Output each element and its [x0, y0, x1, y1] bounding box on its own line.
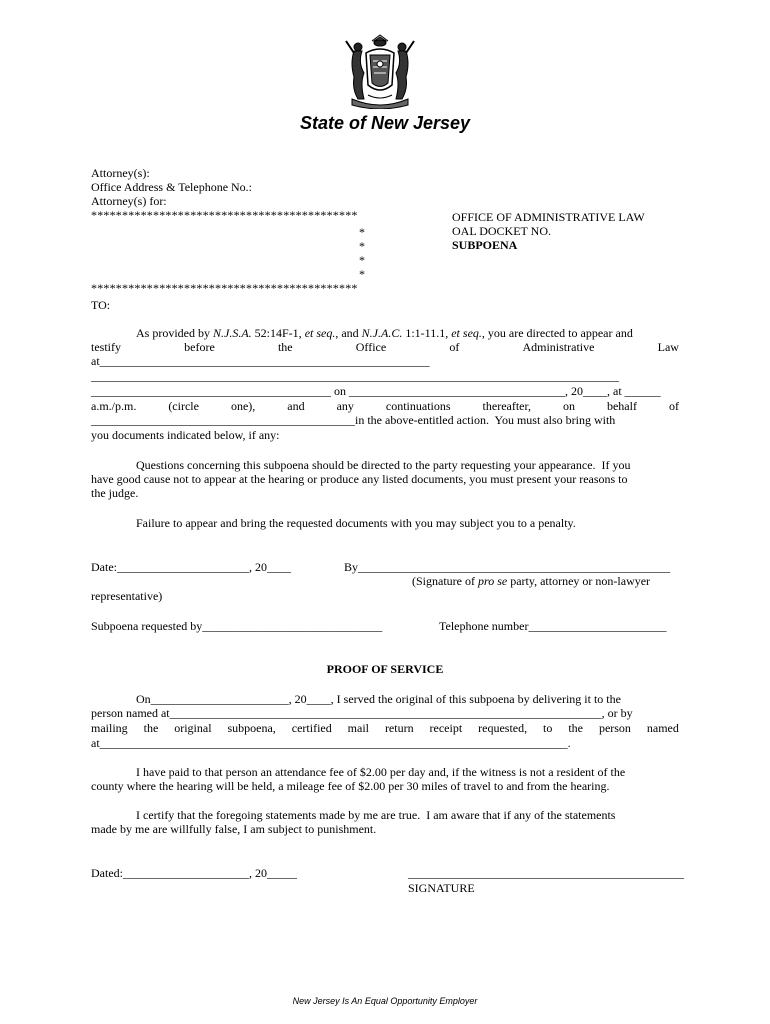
signature-caption-cont: representative): [91, 589, 163, 603]
telephone-field: Telephone number_______________________: [439, 619, 667, 633]
footer-note: New Jersey Is An Equal Opportunity Employer: [292, 996, 478, 1006]
certify-line-1: I certify that the foregoing statements made by me are true. I am aware that if any of the statements: [136, 808, 616, 822]
fee-line-1: I have paid to that person an attendance fee of $2.00 per day and, if the witness is not a resident of the: [136, 765, 626, 779]
directive-line-1: As provided by N.J.S.A. 52:14F-1, et seq., and N.J.A.C. 1:1-11.1, et seq., you are directed to appear and: [136, 326, 633, 340]
caption-star: *: [359, 253, 365, 267]
proof-heading: PROOF OF SERVICE: [326, 662, 444, 676]
questions-line-2: have good cause not to appear at the hearing or produce any listed documents, you must present your reasons to: [91, 472, 628, 486]
location-blank-2: ________________________________________________________________________________________: [91, 369, 619, 383]
requested-by-field: Subpoena requested by______________________________: [91, 619, 383, 633]
proof-line-4: at______________________________________________________________________________.: [91, 736, 571, 750]
signature-caption: (Signature of pro se party, attorney or non-lawyer: [412, 574, 651, 588]
page-title: State of New Jersey: [299, 113, 471, 133]
proof-line-1: On_______________________, 20____, I served the original of this subpoena by delivering it to the: [136, 692, 621, 706]
date-time-blank: ________________________________________ on ____________________________________, 20____, at ______: [91, 384, 661, 398]
penalty-notice: Failure to appear and bring the requested documents with you may subject you to a penalty.: [136, 516, 576, 530]
proof-line-3: mailing the original subpoena, certified mail return receipt requested, to the person named: [91, 721, 679, 735]
office-address-label: Office Address & Telephone No.:: [91, 180, 253, 194]
signature-line: ____________________________________________________: [358, 560, 670, 574]
fee-line-2: county where the hearing will be held, a mileage fee of $2.00 per 30 miles of travel to and from the hearing.: [91, 779, 610, 793]
caption-star-border-bottom: *******************************************: [91, 281, 358, 295]
directive-line-2: testify before the Office of Administrative Law: [91, 340, 679, 354]
caption-star-border-top: *******************************************: [91, 208, 358, 222]
signature-label: SIGNATURE: [408, 881, 475, 895]
attorneys-label: Attorney(s):: [91, 166, 150, 180]
documents-line: you documents indicated below, if any:: [91, 428, 280, 442]
caption-star: *: [359, 267, 365, 281]
questions-line-3: the judge.: [91, 486, 139, 500]
date-field: Date:______________________, 20____: [91, 560, 291, 574]
directive-line-6: a.m./p.m. (circle one), and any continuations thereafter, on behalf of: [91, 399, 679, 413]
document-type: SUBPOENA: [452, 238, 518, 252]
to-label: TO:: [91, 298, 111, 312]
certify-line-2: made by me are willfully false, I am subject to punishment.: [91, 822, 377, 836]
dated-field: Dated:_____________________, 20_____: [91, 866, 297, 880]
questions-line-1: Questions concerning this subpoena should be directed to the party requesting your appearance. If you: [136, 458, 631, 472]
signature-blank: ______________________________________________: [408, 866, 684, 880]
caption-star: *: [359, 225, 365, 239]
by-label: By: [344, 560, 359, 574]
attorney-for-label: Attorney(s) for:: [91, 194, 167, 208]
location-blank: at_______________________________________________________: [91, 354, 430, 368]
new-jersey-state-seal-icon: [344, 33, 416, 109]
caption-star: *: [359, 239, 365, 253]
behalf-blank: ____________________________________________in the above-entitled action. You must also bring with: [91, 413, 616, 427]
proof-line-2: person named at________________________________________________________________________, or by: [91, 706, 633, 720]
docket-label: OAL DOCKET NO.: [452, 224, 551, 238]
office-name: OFFICE OF ADMINISTRATIVE LAW: [452, 210, 645, 224]
